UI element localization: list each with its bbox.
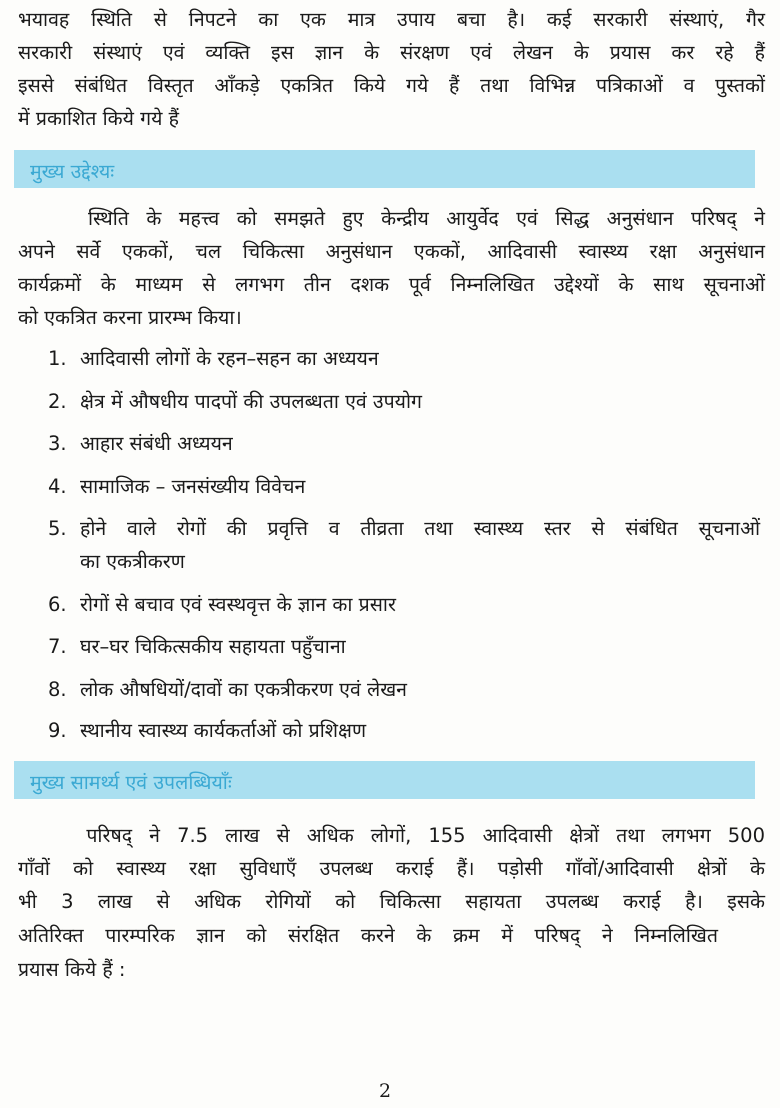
text-line: इससे संबंधित विस्तृत आँकड़े एकत्रित किये गये हैं तथा विभिन्न पत्रिकाओं व पुस्तकों bbox=[18, 74, 765, 97]
list-number: 5. bbox=[48, 517, 67, 540]
text-line: परिषद् ने 7.5 लाख से अधिक लोगों, 155 आदिवासी क्षेत्रों तथा लगभग 500 bbox=[18, 824, 765, 847]
list-text: क्षेत्र में औषधीय पादपों की उपलब्धता एवं उपयोग bbox=[80, 390, 422, 413]
list-number: 4. bbox=[48, 475, 67, 498]
list-item bbox=[48, 717, 366, 745]
list-number: 8. bbox=[48, 678, 67, 701]
section-heading-objectives: मुख्य उद्देश्यः bbox=[30, 160, 115, 183]
list-text: लोक औषधियों/दावों का एकत्रीकरण एवं लेखन bbox=[80, 678, 408, 701]
list-text: रोगों से बचाव एवं स्वस्थवृत्त के ज्ञान का प्रसार bbox=[80, 593, 396, 616]
list-text: होने वाले रोगों की प्रवृत्ति व तीव्रता तथा स्वास्थ्य स्तर से संबंधित सूचनाओं bbox=[80, 517, 760, 540]
text-line: में प्रकाशित किये गये हैं bbox=[18, 107, 179, 130]
list-number: 3. bbox=[48, 432, 67, 455]
list-item bbox=[48, 633, 346, 661]
list-item bbox=[48, 591, 396, 619]
page-number: 2 bbox=[378, 1080, 392, 1102]
text-line: को एकत्रित करना प्रारम्भ किया। bbox=[18, 306, 242, 329]
list-text: आहार संबंधी अध्ययन bbox=[80, 432, 233, 455]
list-number: 1. bbox=[48, 347, 67, 370]
list-item bbox=[48, 676, 407, 704]
list-text: घर–घर चिकित्सकीय सहायता पहुँचाना bbox=[80, 635, 346, 658]
list-item bbox=[48, 473, 305, 501]
list-item bbox=[48, 515, 765, 543]
text-line: गाँवों को स्वास्थ्य रक्षा सुविधाएँ उपलब्ध कराई हैं। पड़ोसी गाँवों/आदिवासी क्षेत्रों के bbox=[18, 857, 765, 880]
list-number: 6. bbox=[48, 593, 67, 616]
text-line: प्रयास किये हैं : bbox=[18, 958, 126, 981]
text-line: स्थिति के महत्त्व को समझते हुए केन्द्रीय आयुर्वेद एवं सिद्ध अनुसंधान परिषद् ने bbox=[18, 207, 765, 230]
text-line: अतिरिक्त पारम्परिक ज्ञान को संरक्षित करने के क्रम में परिषद् ने निम्नलिखित bbox=[18, 924, 718, 947]
list-text: स्थानीय स्वास्थ्य कार्यकर्ताओं को प्रशिक्षण bbox=[80, 719, 367, 742]
list-text: सामाजिक – जनसंख्यीय विवेचन bbox=[80, 475, 306, 498]
list-item bbox=[48, 388, 422, 416]
text-line: सरकारी संस्थाएं एवं व्यक्ति इस ज्ञान के संरक्षण एवं लेखन के प्रयास कर रहे हैं bbox=[18, 41, 765, 64]
list-number: 9. bbox=[48, 719, 67, 742]
section-heading-band bbox=[14, 150, 755, 188]
list-item bbox=[48, 345, 379, 373]
text-line: कार्यक्रमों के माध्यम से लगभग तीन दशक पूर्व निम्नलिखित उद्देश्यों के साथ सूचनाओं bbox=[18, 273, 765, 296]
list-number: 7. bbox=[48, 635, 67, 658]
section-heading-band bbox=[14, 761, 755, 799]
list-number: 2. bbox=[48, 390, 67, 413]
text-line: अपने सर्वे एककों, चल चिकित्सा अनुसंधान एककों, आदिवासी स्वास्थ्य रक्षा अनुसंधान bbox=[18, 240, 765, 263]
section-heading-achievements: मुख्य सामर्थ्य एवं उपलब्धियाँः bbox=[30, 771, 232, 794]
text-line: भयावह स्थिति से निपटने का एक मात्र उपाय बचा है। कई सरकारी संस्थाएं, गैर bbox=[18, 8, 765, 31]
list-item-continuation: का एकत्रीकरण bbox=[80, 550, 185, 573]
text-line: भी 3 लाख से अधिक रोगियों को चिकित्सा सहायता उपलब्ध कराई है। इसके bbox=[18, 890, 765, 913]
list-item bbox=[48, 430, 233, 458]
list-text: आदिवासी लोगों के रहन–सहन का अध्ययन bbox=[80, 347, 379, 370]
